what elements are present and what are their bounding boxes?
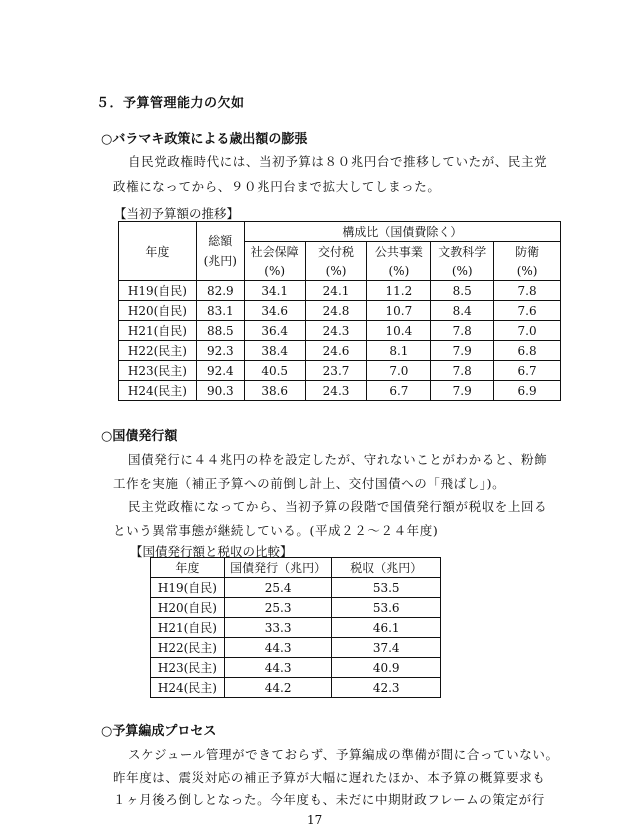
header-col-unit: (%) — [244, 261, 305, 281]
table-row — [151, 658, 441, 678]
cell-year: H21(自民) — [119, 321, 197, 341]
header-col-unit: (%) — [494, 261, 561, 281]
cell-value: 53.6 — [332, 598, 441, 618]
cell-value: 36.4 — [244, 321, 305, 341]
table-caption: 【国債発行額と税収の比較】 — [130, 544, 293, 559]
cell-value: 6.9 — [494, 381, 561, 401]
cell-value: 90.3 — [196, 381, 244, 401]
cell-value: 7.0 — [494, 321, 561, 341]
header-col-name: 文教科学 — [431, 242, 494, 262]
paragraph-line: １ヶ月後ろ倒しとなった。今年度も、未だに中期財政フレームの策定が行 — [113, 792, 545, 807]
cell-value: 7.8 — [431, 361, 494, 381]
cell-value: 6.7 — [494, 361, 561, 381]
cell-year: H21(自民) — [151, 618, 225, 638]
cell-year: H19(自民) — [119, 281, 197, 301]
header-bond-issue: 国債発行（兆円） — [224, 558, 332, 578]
paragraph-line: 工作を実施（補正予算への前倒し計上、交付国債への「飛ばし」)。 — [113, 476, 506, 491]
cell-value: 40.9 — [332, 658, 441, 678]
cell-value: 40.5 — [244, 361, 305, 381]
cell-value: 8.4 — [431, 301, 494, 321]
cell-value: 34.6 — [244, 301, 305, 321]
header-col-unit: (%) — [431, 261, 494, 281]
cell-value: 6.8 — [494, 341, 561, 361]
header-col-name: 交付税 — [305, 242, 367, 262]
cell-value: 24.3 — [305, 321, 367, 341]
cell-value: 53.5 — [332, 578, 441, 598]
cell-value: 92.3 — [196, 341, 244, 361]
cell-year: H22(民主) — [119, 341, 197, 361]
cell-value: 7.6 — [494, 301, 561, 321]
header-tax-revenue: 税収（兆円） — [332, 558, 441, 578]
cell-value: 8.1 — [367, 341, 431, 361]
cell-year: H23(民主) — [151, 658, 225, 678]
cell-year: H23(民主) — [119, 361, 197, 381]
table-row — [151, 578, 441, 598]
header-col-unit: (%) — [305, 261, 367, 281]
page-number: 17 — [307, 813, 323, 827]
cell-year: H19(自民) — [151, 578, 225, 598]
cell-value: 83.1 — [196, 301, 244, 321]
cell-value: 92.4 — [196, 361, 244, 381]
table-row — [151, 618, 441, 638]
cell-value: 33.3 — [224, 618, 332, 638]
table-row — [151, 598, 441, 618]
header-year: 年度 — [119, 222, 197, 281]
header-year: 年度 — [151, 558, 225, 578]
table-row — [151, 678, 441, 698]
cell-value: 37.4 — [332, 638, 441, 658]
cell-value: 11.2 — [367, 281, 431, 301]
cell-value: 7.8 — [494, 281, 561, 301]
cell-value: 42.3 — [332, 678, 441, 698]
cell-value: 24.6 — [305, 341, 367, 361]
paragraph-line: 民主党政権になってから、当初予算の段階で国債発行額が税収を上回る — [128, 499, 548, 514]
table-row — [119, 381, 561, 401]
subsection-title-spending: ○バラマキ政策による歳出額の膨張 — [101, 132, 308, 147]
header-col-name: 公共事業 — [367, 242, 431, 262]
cell-value: 44.3 — [224, 638, 332, 658]
cell-year: H24(民主) — [151, 678, 225, 698]
section-heading: ５．予算管理能力の欠如 — [96, 96, 245, 111]
table-caption: 【当初予算額の推移】 — [114, 206, 240, 221]
paragraph-line: 政権になってから、９０兆円台まで拡大してしまった。 — [113, 179, 441, 194]
cell-value: 88.5 — [196, 321, 244, 341]
table-row — [119, 361, 561, 381]
cell-value: 82.9 — [196, 281, 244, 301]
cell-year: H22(民主) — [151, 638, 225, 658]
cell-value: 7.9 — [431, 341, 494, 361]
cell-value: 7.0 — [367, 361, 431, 381]
cell-value: 7.9 — [431, 381, 494, 401]
cell-value: 8.5 — [431, 281, 494, 301]
cell-value: 7.8 — [431, 321, 494, 341]
cell-value: 10.4 — [367, 321, 431, 341]
budget-table — [118, 221, 561, 401]
cell-value: 24.1 — [305, 281, 367, 301]
cell-value: 10.7 — [367, 301, 431, 321]
cell-year: H24(民主) — [119, 381, 197, 401]
cell-year: H20(自民) — [119, 301, 197, 321]
table-row — [119, 281, 561, 301]
subsection-title-bonds: ○国債発行額 — [101, 429, 178, 444]
cell-value: 24.3 — [305, 381, 367, 401]
cell-value: 38.4 — [244, 341, 305, 361]
cell-value: 25.3 — [224, 598, 332, 618]
cell-value: 44.3 — [224, 658, 332, 678]
cell-year: H20(自民) — [151, 598, 225, 618]
cell-value: 24.8 — [305, 301, 367, 321]
paragraph-line: という異常事態が継続している。(平成２２～２４年度) — [113, 523, 439, 538]
table-row — [151, 638, 441, 658]
cell-value: 38.6 — [244, 381, 305, 401]
header-col-unit: (%) — [367, 261, 431, 281]
table-row — [119, 321, 561, 341]
header-col-name: 防衛 — [494, 242, 561, 262]
cell-value: 46.1 — [332, 618, 441, 638]
cell-value: 6.7 — [367, 381, 431, 401]
header-total-label: 総額 — [208, 234, 233, 248]
paragraph-line: スケジュール管理ができておらず、予算編成の準備が間に合っていない。 — [128, 747, 559, 762]
bond-tax-table — [150, 557, 441, 698]
table-row — [119, 301, 561, 321]
paragraph-line: 昨年度は、震災対応の補正予算が大幅に遅れたほか、本予算の概算要求も — [113, 770, 546, 785]
cell-value: 34.1 — [244, 281, 305, 301]
subsection-title-process: ○予算編成プロセス — [101, 724, 217, 739]
header-total-unit: (兆円) — [203, 254, 237, 268]
header-total — [196, 222, 244, 281]
paragraph-line: 自民党政権時代には、当初予算は８０兆円台で推移していたが、民主党 — [128, 154, 548, 169]
header-col-name: 社会保障 — [244, 242, 305, 262]
paragraph-line: 国債発行に４４兆円の枠を設定したが、守れないことがわかると、粉飾 — [128, 452, 548, 467]
cell-value: 44.2 — [224, 678, 332, 698]
header-composition: 構成比（国債費除く） — [244, 222, 560, 242]
table-row — [119, 341, 561, 361]
cell-value: 23.7 — [305, 361, 367, 381]
cell-value: 25.4 — [224, 578, 332, 598]
